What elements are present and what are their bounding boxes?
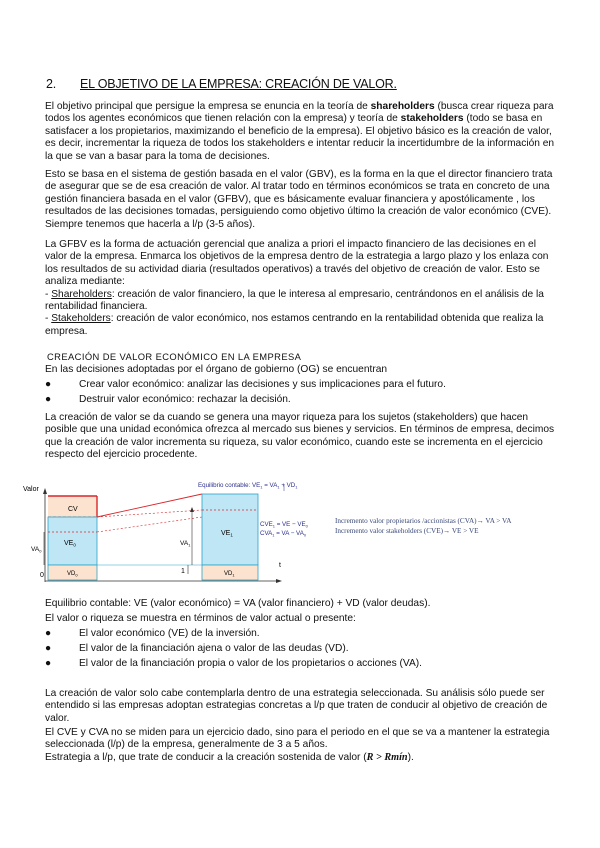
- paragraph-3: La GFBV es la forma de actuación gerencial que analiza a priori el impacto financiero de las decisiones en el valor de la empresa. Enmarca los objetivos de la empresa dentro de la estrategia a largo plazo y los enlaza con los resultados de su actividad diaria (resultados operativos) a través del objetivo de creación de valor. Esto se analiza mediante: - Shareholders: creación de valor financiero, la que le interesa al empresario, centrándonos en el análisis de la rentabilidad financiera. - Stakeholders: creación de valor económico, nos estamos centrando en la rentabilidad obtenida que realiza la empresa.: [45, 239, 549, 337]
- bullet-icon: ●: [45, 379, 52, 390]
- ve0-label: $VE_0$: [64, 540, 76, 548]
- paragraph-10: Estrategia a l/p, que trate de conducir a la creación sostenida de valor (R > Rmín).: [45, 752, 414, 763]
- paragraph-1: El objetivo principal que persigue la empresa se enuncia en la teoría de shareholders (busca crear riqueza para todos los agentes económicos que tienen relación con la empresa) y teoría de stakeholders (todo se basa en satisfacer a los propietarios, maximizando el beneficio de la empresa). El objetivo básico es la creación de valor, es decir, incrementar la riqueza de todos los stakeholders e intentar reducir la incertidumbre de la información en la que se van a basar para la toma de decisiones.: [45, 101, 555, 162]
- va1-label: $VA_1$: [180, 540, 191, 548]
- formula-r-rmin: R > Rmín: [366, 752, 408, 763]
- term-stakeholders-underlined: Stakeholders: [51, 313, 111, 325]
- bullet-icon: ●: [45, 394, 52, 405]
- section-number: 2.: [46, 77, 57, 91]
- legend-line-cve: Incremento valor stakeholders (CVE)→ VE > VE: [335, 526, 479, 535]
- section-heading: [46, 77, 397, 91]
- term-shareholders: shareholders: [370, 101, 435, 112]
- paragraph-2: Esto se basa en el sistema de gestión basada en el valor (GBV), es la forma en la que el director financiero trata de asegurar que se de esa creación de valor. Al tratar todo en términos económicos se trata en concreto de una gestión financiera basada en el valor (GFBV), que es básicamente evaluar financiera y apostólicamente , los resultados de las decisiones tomadas, persiguiendo como objetivo último la creación de valor económico (CVE). Siempre tenemos que hacerla a l/p (3-5 años).: [45, 169, 553, 230]
- y-axis-label: Valor: [23, 486, 39, 493]
- section-title: EL OBJETIVO DE LA EMPRESA: CREACIÓN DE VALOR.: [80, 77, 397, 91]
- vd1-label: $VD_1$: [224, 571, 235, 578]
- paragraph-8: La creación de valor solo cabe contemplarla dentro de una estrategia seleccionada. Su análisis sólo puede ser entendido si las empresas adoptan estrategias concretas a l/p que traten de conducir al objetivo de creación de valor.: [45, 688, 548, 724]
- diagram-legend: [335, 517, 511, 536]
- cva-formula: $CVA_1$ = VA − $VA_0$: [260, 530, 307, 538]
- va0-label: $VA_0$: [31, 546, 42, 554]
- cv-label: CV: [68, 506, 78, 513]
- term-stakeholders: stakeholders: [400, 113, 464, 125]
- paragraph-6: Equilibrio contable: VE (valor económico) = VA (valor financiero) + VD (valor deudas).: [45, 598, 431, 609]
- t1-label: 1: [181, 568, 185, 575]
- ve1-label: $VE_1$: [221, 530, 233, 538]
- term-shareholders-underlined: Shareholders: [51, 288, 112, 300]
- paragraph-5: La creación de valor se da cuando se genera una mayor riqueza para los sujetos (stakeholders) que hacen posible que una unidad económica ofrezca al mercado sus bienes y servicios. En términos de empresa, decimos que la creación de valor incrementa su riqueza, su valor económico, cuando este se incrementa en el ejercicio respecto del ejercicio procedente.: [45, 412, 555, 461]
- x-axis-label: t: [279, 562, 281, 569]
- x-axis-arrow-icon: [276, 579, 282, 583]
- legend-line-cva: Incremento valor propietarios /accionistas (CVA)→ VA > VA: [335, 517, 512, 525]
- bullet-icon: ●: [45, 643, 52, 654]
- paragraph-7: El valor o riqueza se muestra en términos de valor actual o presente:: [45, 613, 356, 624]
- document-page: 2. EL OBJETIVO DE LA EMPRESA: CREACIÓN DE VALOR. El objetivo principal que persigue la empresa se enuncia en la teoría de shareholders (busca crear riqueza para todos los agentes económicos que tienen relación con la empresa) y teoría de stakeholders (todo se basa en satisfacer a los propietarios, maximizando el beneficio de la empresa). El objetivo básico es la creación de valor, es decir, incrementar la riqueza de todos los stakeholders e intentar reducir la incertidumbre de la información en la que se van a basar para la toma de decisiones. Esto se basa en el sistema de gestión basada en el valor (GBV), es la forma en la que el director financiero trata de asegurar que se de esa creación de valor. Al tratar todo en términos económicos se trata en concreto de una gestión financiera basada en el valor (GFBV), que es básicamente evaluar financiera y apostólicamente , los resultados de las decisiones tomadas, persiguiendo como objetivo último la creación de valor económico (CVE). Siempre tenemos que hacerla a l/p (3-5 años). La GFBV es la forma de actuación gerencial que analiza a priori el impacto financiero de las decisiones en el valor de la empresa. Enmarca los objetivos de la empresa dentro de la estrategia a largo plazo y los enlaza con los resultados de su actividad diaria (resultados operativos) a través del objetivo de creación de valor. Esto se analiza mediante: - Shareholders: creación de valor financiero, la que le interesa al empresario, centrándonos en el análisis de la rentabilidad financiera. - Stakeholders: creación de valor económico, nos estamos centrando en la rentabilidad obtenida que realiza la empresa. CREACIÓN DE VALOR ECONÓMICO EN LA EMPRESA En las decisiones adoptadas por el órgano de gobierno (OG) se encuentran ● Crear valor económico: analizar las decisiones y sus implicaciones para el futuro. ● Destruir valor económico: rechazar la decisión. La creación de valor se da cuando se genera una mayor riqueza para los sujetos (stakeholders) que hacen posible que una unidad económica ofrezca al mercado sus bienes y servicios. En términos de empresa, decimos que la creación de valor incrementa su riqueza, su valor económico, cuando este se incrementa en el ejercicio respecto del ejercicio procedente. Valor t 0 1 CV $VE_0$ $VD_0$ $VA_0$ $VE_1$ $VD_1$ $VA_1$ Equilibrio contable: $VE_1 = VA_1 + VD_1$ $CVE_1$ = VE − $VE_0$ $CVA_1$ = VA − $VA_0$ Incremento valor propietarios /accionistas (CVA)→ VA > VA Incremento valor stakeholders (CVE)→ VE > VE Equilibrio contable: VE (valor económico) = VA (valor financiero) + VD (valor deudas). El valor o riqueza se muestra en términos de valor actual o presente: ● El valor económico (VE) de la inversión. ● El valor de la financiación ajena o valor de las deudas (VD). ● El valor de la financiación propia o valor de los propietarios o acciones (VA). La creación de valor solo cabe contemplarla dentro de una estrategia seleccionada. Su análisis sólo puede ser entendido si las empresas adoptan estrategias concretas a l/p que traten de conducir al objetivo de creación de valor. El CVE y CVA no se miden para un ejercicio dado, sino para el periodo en el que se va a mantener la estrategia seleccionada (l/p) de la empresa, generalmente de 3 a 5 años. Estrategia a l/p, que trate de conducir a la creación sostenida de valor (R > Rmín).: [0, 0, 600, 848]
- paragraph-9: El CVE y CVA no se miden para un ejercicio dado, sino para el periodo en el que se va a mantener la estrategia seleccionada (l/p) de la empresa, generalmente de 3 a 5 años.: [45, 727, 550, 751]
- subheading: CREACIÓN DE VALOR ECONÓMICO EN LA EMPRESA: [47, 351, 302, 362]
- vd0-label: $VD_0$: [67, 571, 78, 578]
- y-axis-arrow-icon: [43, 488, 47, 494]
- paragraph-4: En las decisiones adoptadas por el órgano de gobierno (OG) se encuentran: [45, 364, 388, 375]
- bullet-icon: ●: [45, 628, 52, 639]
- origin-label: 0: [40, 572, 44, 579]
- equilibrium-caption: Equilibrio contable: $VE_1 = VA_1 + VD_1$: [198, 482, 298, 490]
- bullet-icon: ●: [45, 658, 52, 669]
- cve-formula: $CVE_1$ = VE − $VE_0$: [260, 521, 308, 529]
